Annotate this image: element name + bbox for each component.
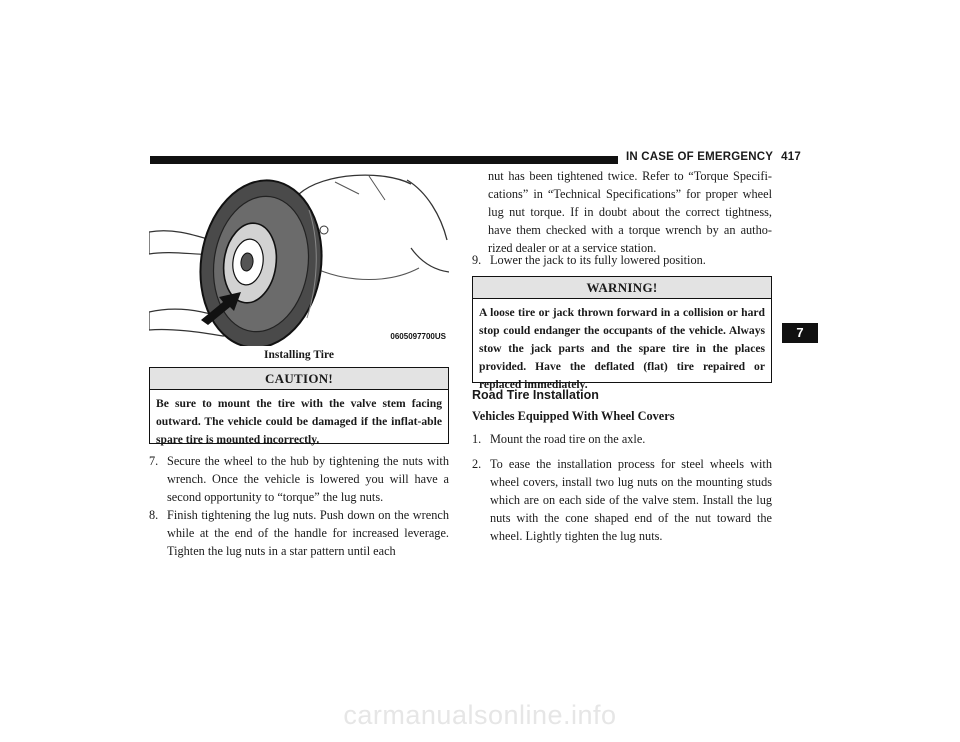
- caution-title: CAUTION!: [150, 368, 448, 390]
- step-number: 8.: [149, 508, 159, 522]
- step-number: 7.: [149, 454, 159, 468]
- caution-text: Be sure to mount the tire with the valve stem facing outward. The vehicle could be damaged if the inflat-able spare tire is mounted incorrectly.: [156, 397, 442, 446]
- header-rule: [150, 156, 618, 164]
- figure-code: 0605097700US: [390, 332, 446, 341]
- step-text: To ease the installation process for steel wheels with wheel covers, install two lug nuts on the mounting studs which are on each side of the valve stem. Install the lug nuts with the cone shaped end of the nut toward the wheel. Lightly tighten the lug nuts.: [490, 457, 772, 543]
- warning-box: [472, 276, 772, 391]
- installing-tire-illustration: [149, 170, 449, 346]
- step-number: 1.: [472, 432, 482, 446]
- warning-text: A loose tire or jack thrown forward in a collision or hard stop could endanger the occupants of the vehicle. Always stow the jack parts and the spare tire in the places provided. Have the deflated (flat) tire repaired or replaced immediately.: [479, 306, 765, 391]
- tire-drawing: [149, 170, 449, 346]
- section-heading: Road Tire Installation: [472, 388, 599, 402]
- figure-caption: Installing Tire: [264, 349, 334, 361]
- step-text: Secure the wheel to the hub by tightening the nuts with wrench. Once the vehicle is lowered you will have a second opportunity to “torque” the lug nuts.: [167, 454, 449, 504]
- step-number: 2.: [472, 457, 482, 471]
- step-number: 9.: [472, 253, 482, 267]
- step-item: [149, 452, 449, 506]
- step-item: [149, 506, 449, 560]
- header-section-title: IN CASE OF EMERGENCY: [626, 151, 774, 163]
- step-item: [472, 455, 772, 545]
- chapter-tab: 7: [782, 323, 818, 343]
- caution-box: [149, 367, 449, 444]
- step-8-continuation: nut has been tightened twice. Refer to “Torque Specifi-cations” in “Technical Specifications” for proper wheel lug nut torque. If in doubt about the correct tightness, have them checked with a torque wrench by an autho-rized dealer or at a service station.: [488, 169, 772, 255]
- step-text: Finish tightening the lug nuts. Push down on the wrench while at the end of the handle for increased leverage. Tighten the lug nuts in a star pattern until each: [167, 508, 449, 558]
- step-item: [472, 251, 772, 269]
- step-text: Lower the jack to its fully lowered position.: [490, 253, 706, 267]
- step-text: Mount the road tire on the axle.: [490, 432, 646, 446]
- step-item: [472, 430, 772, 448]
- sub-heading: Vehicles Equipped With Wheel Covers: [472, 409, 675, 423]
- watermark: carmanualsonline.info: [343, 700, 617, 730]
- running-header: [626, 151, 801, 163]
- warning-title: WARNING!: [473, 277, 771, 299]
- page-number: 417: [781, 151, 801, 163]
